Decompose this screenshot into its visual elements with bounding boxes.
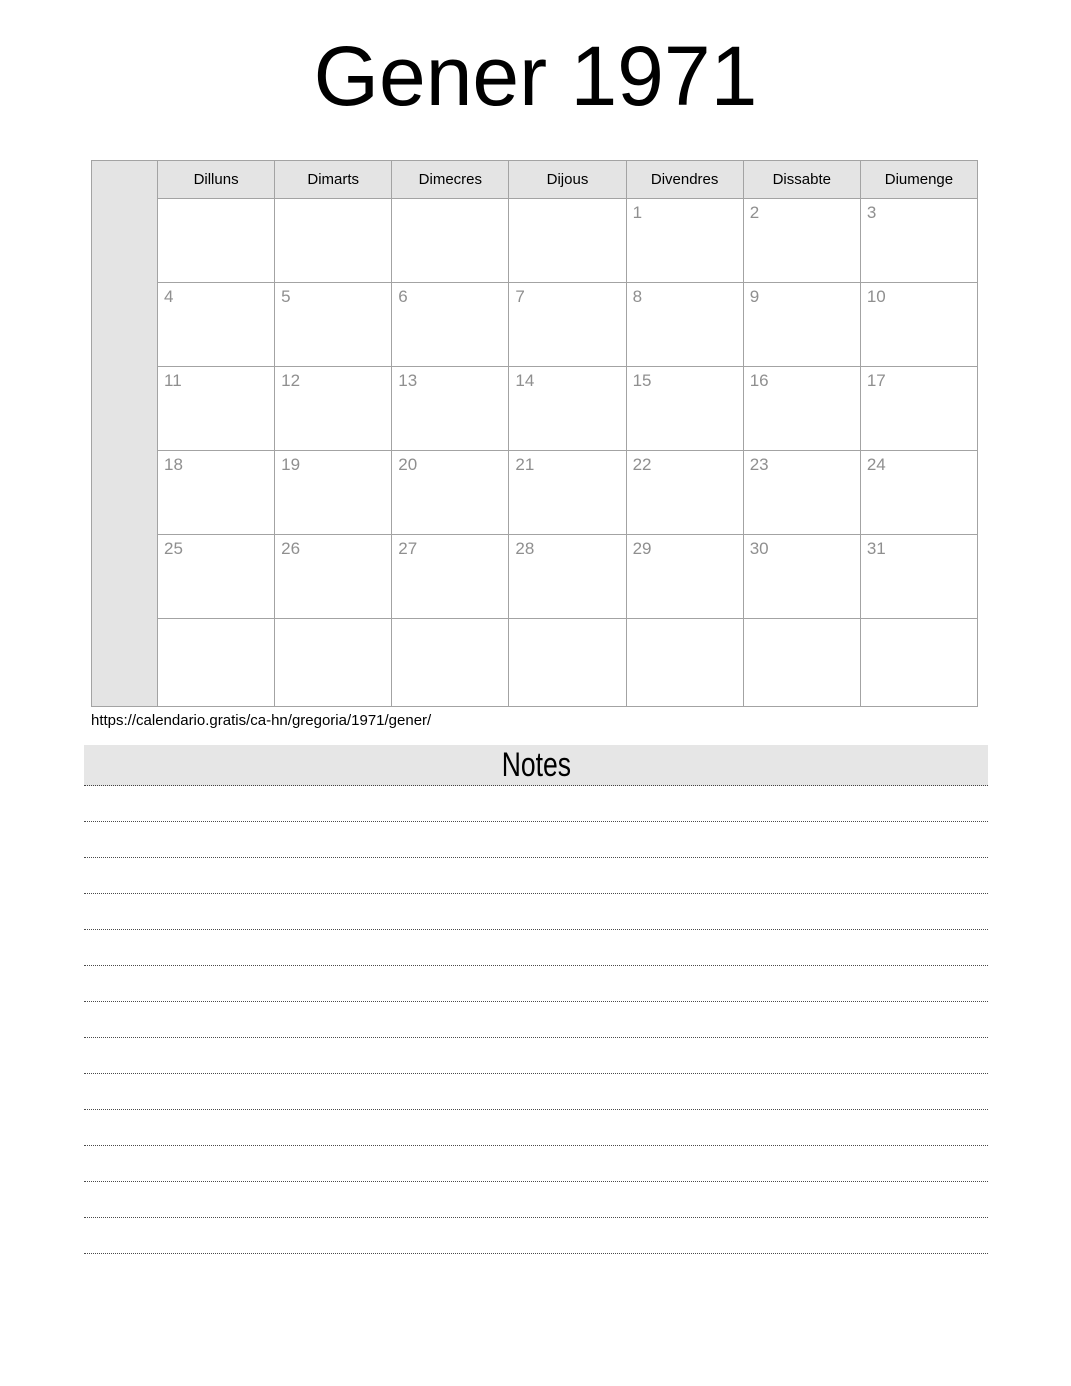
day-cell-17: 17 [860,367,977,451]
day-cell-20: 20 [392,451,509,535]
notes-line [84,822,988,858]
day-cell-25: 25 [158,535,275,619]
notes-header [84,745,988,786]
notes-title: Notes [501,746,571,784]
day-cell-12: 12 [275,367,392,451]
notes-line [84,930,988,966]
day-cell-30: 30 [743,535,860,619]
day-cell-21: 21 [509,451,626,535]
notes-line [84,894,988,930]
notes-line [84,1002,988,1038]
day-cell-3: 3 [860,199,977,283]
notes-line [84,1074,988,1110]
notes-line [84,1110,988,1146]
day-cell-empty [275,199,392,283]
weekday-header-dilluns: Dilluns [158,161,275,199]
calendar-week-row [92,199,978,283]
day-cell-15: 15 [626,367,743,451]
calendar-week-row [92,535,978,619]
day-cell-2: 2 [743,199,860,283]
day-cell-23: 23 [743,451,860,535]
day-cell-6: 6 [392,283,509,367]
day-cell-13: 13 [392,367,509,451]
calendar-table [91,160,978,707]
day-cell-empty [158,199,275,283]
calendar-source-url: https://calendario.gratis/ca-hn/gregoria/1971/gener/ [91,712,432,729]
notes-line [84,786,988,822]
day-cell-empty [626,619,743,707]
notes-section [84,745,988,1254]
day-cell-16: 16 [743,367,860,451]
calendar-week-row [92,619,978,707]
notes-lines-area [84,786,988,1254]
day-cell-28: 28 [509,535,626,619]
day-cell-27: 27 [392,535,509,619]
notes-line [84,858,988,894]
day-cell-22: 22 [626,451,743,535]
day-cell-14: 14 [509,367,626,451]
day-cell-26: 26 [275,535,392,619]
notes-line [84,966,988,1002]
day-cell-24: 24 [860,451,977,535]
day-cell-31: 31 [860,535,977,619]
day-cell-empty [743,619,860,707]
calendar-week-row [92,367,978,451]
calendar-week-row [92,283,978,367]
weekday-header-diumenge: Diumenge [860,161,977,199]
weekday-header-dissabte: Dissabte [743,161,860,199]
day-cell-29: 29 [626,535,743,619]
day-cell-empty [275,619,392,707]
day-cell-empty [860,619,977,707]
day-cell-empty [392,199,509,283]
day-cell-19: 19 [275,451,392,535]
day-cell-empty [509,199,626,283]
weekday-header-dijous: Dijous [509,161,626,199]
notes-line [84,1218,988,1254]
week-number-column [92,161,158,707]
day-cell-10: 10 [860,283,977,367]
weekday-header-divendres: Divendres [626,161,743,199]
day-cell-9: 9 [743,283,860,367]
day-cell-18: 18 [158,451,275,535]
day-cell-1: 1 [626,199,743,283]
day-cell-8: 8 [626,283,743,367]
page-title: Gener 1971 [313,29,758,123]
notes-line [84,1146,988,1182]
weekday-header-dimecres: Dimecres [392,161,509,199]
notes-line [84,1182,988,1218]
weekday-header-row [92,161,978,199]
day-cell-11: 11 [158,367,275,451]
calendar-week-row [92,451,978,535]
day-cell-empty [158,619,275,707]
day-cell-empty [509,619,626,707]
day-cell-5: 5 [275,283,392,367]
day-cell-7: 7 [509,283,626,367]
day-cell-4: 4 [158,283,275,367]
day-cell-empty [392,619,509,707]
weekday-header-dimarts: Dimarts [275,161,392,199]
notes-line [84,1038,988,1074]
